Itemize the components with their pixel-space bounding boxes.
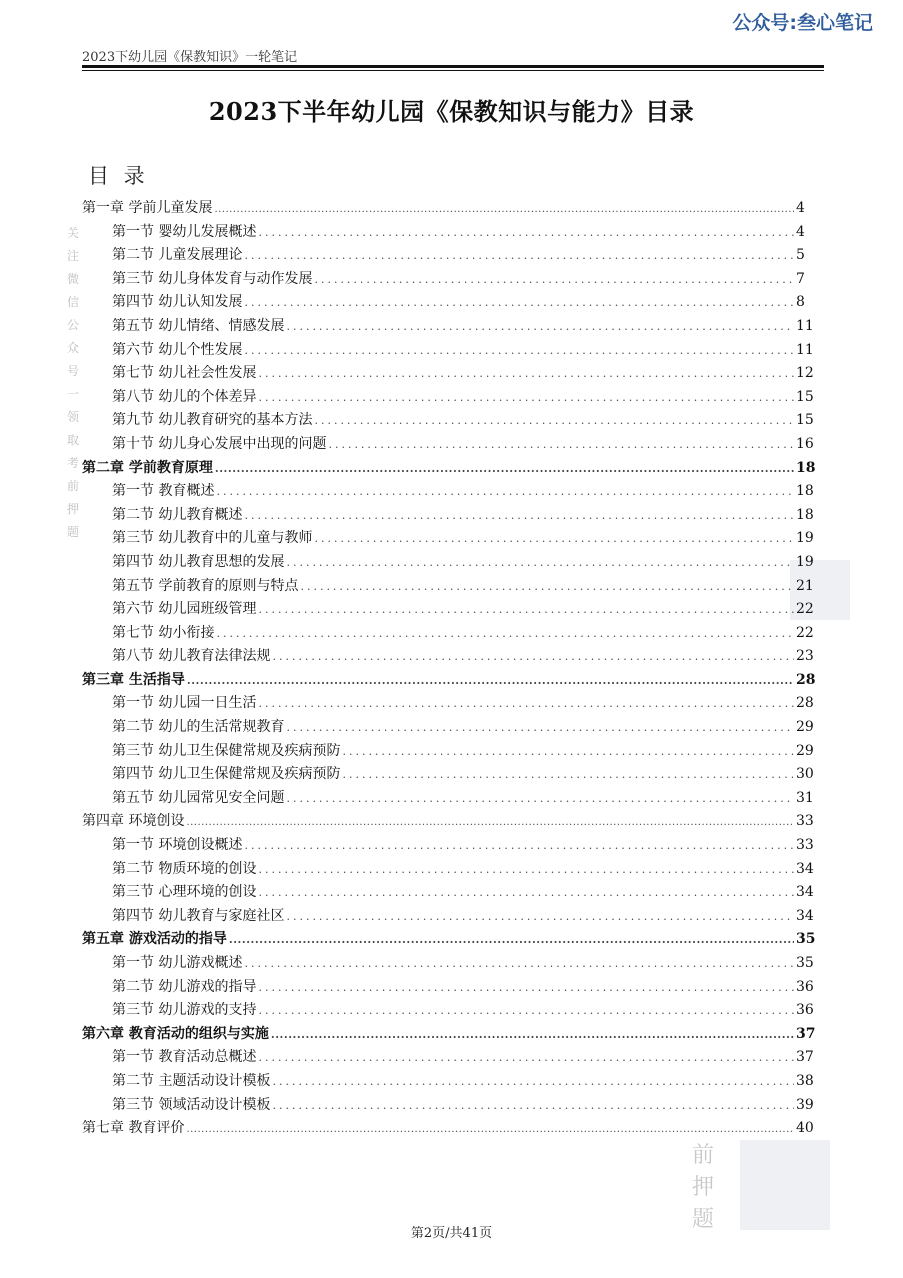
dot-leader [244,339,794,363]
toc-page-number: 40 [796,1120,814,1137]
toc-page-number: 31 [796,789,814,806]
toc-entry-label: 第一章 学前儿童发展 [82,200,213,216]
toc-section-entry[interactable] [82,740,822,764]
toc-section-entry[interactable] [82,763,822,787]
toc-entry-label: 第九节 幼儿教育研究的基本方法 [112,412,313,429]
dot-leader [215,457,794,481]
toc-page-number: 35 [796,931,816,948]
toc-entry-label: 第二节 幼儿的生活常规教育 [112,719,285,736]
toc-page-number: 38 [796,1072,814,1089]
toc-page-number: 29 [796,742,814,759]
dot-leader [342,763,794,787]
header-rule-thin [82,70,824,71]
dot-leader [258,692,794,716]
dot-leader [286,905,794,929]
toc-entry-label: 第六节 幼儿个性发展 [112,341,243,358]
toc-section-entry[interactable] [82,952,822,976]
toc-page-number: 39 [796,1096,814,1113]
dot-leader [186,1118,794,1142]
toc-chapter-entry[interactable] [82,457,822,481]
toc-entry-label: 第三章 生活指导 [82,671,185,688]
toc-section-entry[interactable] [82,221,822,245]
toc-section-entry[interactable] [82,716,822,740]
toc-section-entry[interactable] [82,881,822,905]
toc-entry-label: 第一节 幼儿游戏概述 [112,955,243,971]
toc-section-entry[interactable] [82,433,822,457]
toc-heading: 目 录 [88,164,149,188]
toc-entry-label: 第四节 幼儿教育与家庭社区 [112,907,285,924]
toc-entry-label: 第五节 学前教育的原则与特点 [112,577,299,594]
toc-page-number: 33 [796,837,814,854]
toc-section-entry[interactable] [82,622,822,646]
toc-entry-label: 第三节 幼儿卫生保健常规及疾病预防 [112,742,341,759]
toc-section-entry[interactable] [82,834,822,858]
toc-page-number: 7 [796,270,805,287]
toc-entry-label: 第二节 儿童发展理论 [112,247,243,264]
toc-entry-label: 第八节 幼儿的个体差异 [112,388,257,405]
toc-section-entry[interactable] [82,976,822,1000]
toc-entry-label: 第五章 游戏活动的指导 [82,931,227,948]
dot-leader [258,881,794,905]
toc-page-number: 11 [796,317,814,334]
toc-page-number: 28 [796,671,816,688]
toc-entry-label: 第五节 幼儿情绪、情感发展 [112,317,285,334]
toc-entry-label: 第七节 幼儿社会性发展 [112,365,257,382]
toc-section-entry[interactable] [82,339,822,363]
toc-page-number: 22 [796,624,814,641]
toc-entry-label: 第二节 幼儿教育概述 [112,506,243,523]
toc-section-entry[interactable] [82,527,822,551]
toc-page-number: 30 [796,766,814,783]
toc-entry-label: 第六章 教育活动的组织与实施 [82,1025,269,1042]
toc-page-number: 34 [796,907,814,924]
dot-leader [314,268,794,292]
dot-leader [216,480,794,504]
dot-leader [244,244,794,268]
dot-leader [244,834,794,858]
toc-page-number: 4 [796,223,805,240]
toc-page-number: 4 [796,200,805,216]
toc-section-entry[interactable] [82,787,822,811]
toc-entry-label: 第三节 幼儿身体发育与动作发展 [112,270,313,287]
dot-leader [187,669,794,693]
toc-section-entry[interactable] [82,551,822,575]
toc-page-number: 37 [796,1049,814,1066]
dot-leader [258,221,794,245]
dot-leader [314,409,794,433]
toc-chapter-entry[interactable] [82,810,822,834]
dot-leader [286,716,794,740]
toc-section-entry[interactable] [82,386,822,410]
dot-leader [314,527,794,551]
dot-leader [286,551,794,575]
toc-chapter-entry[interactable] [82,928,822,952]
brand-logo-text: 公众号:叁心笔记 [732,12,873,34]
toc-entry-label: 第三节 幼儿教育中的儿童与教师 [112,530,313,547]
toc-entry-label: 第三节 领域活动设计模板 [112,1096,271,1113]
dot-leader [286,315,794,339]
dot-leader [272,1070,794,1094]
toc-page-number: 18 [796,459,816,476]
dot-leader [258,858,794,882]
toc-page-number: 5 [796,247,805,264]
toc-entry-label: 第三节 心理环境的创设 [112,884,257,901]
header-rule-thick [82,65,824,68]
toc-page-number: 19 [796,530,814,547]
dot-leader [229,928,794,952]
toc-entry-label: 第四章 环境创设 [82,813,185,830]
toc-entry-label: 第一节 教育活动总概述 [112,1049,257,1066]
toc-entry-label: 第二节 主题活动设计模板 [112,1072,271,1089]
toc-entry-label: 第一节 教育概述 [112,483,215,500]
toc-page-number: 18 [796,506,814,523]
toc-entry-label: 第七节 幼小衔接 [112,624,215,641]
toc-section-entry[interactable] [82,268,822,292]
toc-section-entry[interactable] [82,409,822,433]
toc-entry-label: 第一节 婴幼儿发展概述 [112,223,257,240]
toc-entry-label: 第二章 学前教育原理 [82,459,213,476]
toc-chapter-entry[interactable] [82,197,822,221]
toc-chapter-entry[interactable] [82,1023,822,1047]
toc-entry-label: 第二节 物质环境的创设 [112,860,257,877]
toc-section-entry[interactable] [82,575,822,599]
toc-page-number: 37 [796,1025,816,1042]
dot-leader [258,598,794,622]
toc-page-number: 23 [796,648,814,665]
toc-section-entry[interactable] [82,999,822,1023]
toc-entry-label: 第十节 幼儿身心发展中出现的问题 [112,435,327,452]
toc-page-number: 35 [796,955,814,971]
dot-leader [214,198,794,222]
side-watermark: 关注微信公众号一领取考前押题 [66,226,79,539]
toc-page-number: 29 [796,719,814,736]
toc-page-number: 11 [796,341,814,358]
toc-page-number: 18 [796,483,814,500]
dot-leader [244,504,794,528]
dot-leader [342,740,794,764]
toc-entry-label: 第七章 教育评价 [82,1120,185,1137]
page-footer: 第2页/共41页 [410,1226,493,1241]
toc-page-number: 36 [796,1002,814,1019]
dot-leader [271,1023,794,1047]
dot-leader [244,291,794,315]
toc-page-number: 15 [796,388,814,405]
toc-section-entry[interactable] [82,905,822,929]
toc-page-number: 28 [796,695,814,712]
toc-section-entry[interactable] [82,645,822,669]
toc-page-number: 15 [796,412,814,429]
running-header: 2023下幼儿园《保教知识》一轮笔记 [82,50,298,65]
toc-page-number: 34 [796,884,814,901]
toc-page-number: 33 [796,813,814,830]
toc-page-number: 12 [796,365,814,382]
toc-entry-label: 第三节 幼儿游戏的支持 [112,1002,257,1019]
toc-entry-label: 第八节 幼儿教育法律法规 [112,648,271,665]
toc-page-number: 21 [796,577,814,594]
toc-page-number: 8 [796,294,805,311]
dot-leader [258,386,794,410]
toc-section-entry[interactable] [82,858,822,882]
toc-entry-label: 第五节 幼儿园常见安全问题 [112,789,285,806]
toc-page-number: 22 [796,601,814,618]
dot-leader [286,787,794,811]
dot-leader [272,645,794,669]
dot-leader [258,362,794,386]
toc-entry-label: 第二节 幼儿游戏的指导 [112,978,257,995]
dot-leader [272,1094,794,1118]
toc-section-entry[interactable] [82,291,822,315]
vertical-watermark: 前押题 [691,1143,714,1232]
toc-chapter-entry[interactable] [82,1117,822,1141]
dot-leader [258,999,794,1023]
toc-entry-label: 第四节 幼儿教育思想的发展 [112,553,285,570]
table-of-contents [82,197,822,1141]
dot-leader [258,1046,794,1070]
toc-entry-label: 第六节 幼儿园班级管理 [112,601,257,618]
toc-entry-label: 第一节 环境创设概述 [112,837,243,854]
toc-entry-label: 第四节 幼儿卫生保健常规及疾病预防 [112,766,341,783]
toc-section-entry[interactable] [82,1094,822,1118]
dot-leader [216,622,794,646]
dot-leader [244,952,794,976]
toc-page-number: 19 [796,553,814,570]
toc-section-entry[interactable] [82,1046,822,1070]
toc-section-entry[interactable] [82,244,822,268]
toc-section-entry[interactable] [82,362,822,386]
document-title: 2023下半年幼儿园《保教知识与能力》目录 [208,97,695,126]
toc-entry-label: 第四节 幼儿认知发展 [112,294,243,311]
toc-page-number: 34 [796,860,814,877]
toc-section-entry[interactable] [82,315,822,339]
toc-page-number: 16 [796,435,814,452]
dot-leader [300,575,794,599]
toc-section-entry[interactable] [82,1070,822,1094]
toc-section-entry[interactable] [82,598,822,622]
dot-leader [328,433,794,457]
dot-leader [258,976,794,1000]
toc-page-number: 36 [796,978,814,995]
toc-chapter-entry[interactable] [82,669,822,693]
dot-leader [186,811,794,835]
toc-section-entry[interactable] [82,692,822,716]
watermark-block [740,1140,830,1230]
toc-section-entry[interactable] [82,504,822,528]
toc-section-entry[interactable] [82,480,822,504]
toc-entry-label: 第一节 幼儿园一日生活 [112,695,257,712]
